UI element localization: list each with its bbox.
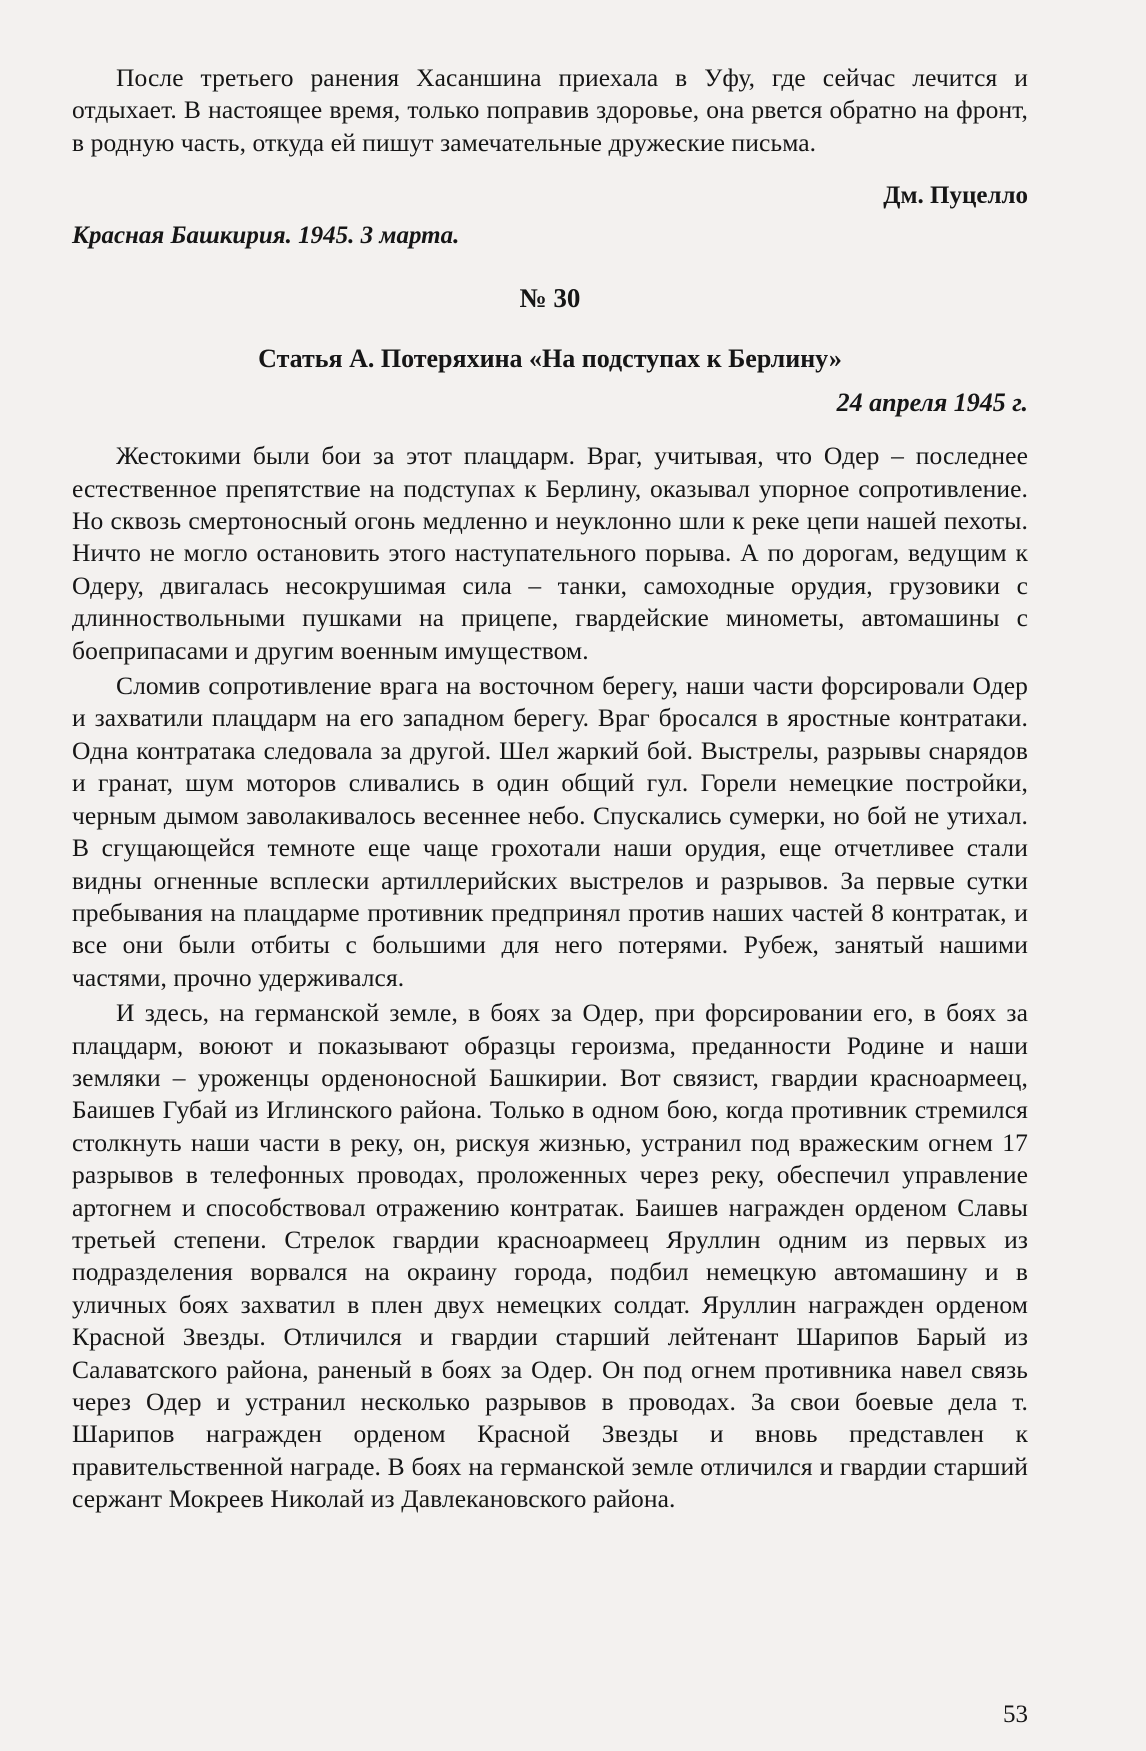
intro-paragraph: После третьего ранения Хасаншина приехала в Уфу, где сейчас лечится и отдыхает. В настоящее время, только поправив здоровье, она рвется обратно на фронт, в родную часть, откуда ей пишут замечательные дружеские письма. bbox=[72, 63, 1028, 157]
body-paragraph-3: И здесь, на германской земле, в боях за Одер, при форсировании его, в боях за плацдарм, воюют и показывают образцы героизма, преданности Родине и наши земляки – уроженцы орденоносной Башкирии. Вот связист, гвардии красноармеец, Баишев Губай из Иглинского района. Только в одном бою, когда противник стремился столкнуть наши части в реку, он, рискуя жизнью, устранил под вражеским огнем 17 разрывов в телефонных проводах, проложенных через реку, обеспечил управление артогнем и способствовал отражению контратак. Баишев награжден орденом Славы третьей степени. Стрелок гвардии красноармеец Яруллин одним из первых из подразделения ворвался на окраину города, подбил немецкую автомашину и в уличных боях захватил в плен двух немецких солдат. Яруллин награжден орденом Красной Звезды. Отличился и гвардии старший лейтенант Шарипов Барый из Салаватского района, раненый в боях за Одер. Он под огнем противника навел связь через Одер и устранил несколько разрывов в проводах. За свои боевые дела т. Шарипов награжден орденом Красной Звезды и вновь представлен к правительственной награде. В боях на германской земле отличился и гвардии старший сержант Мокреев Николай из Давлекановского района. bbox=[72, 998, 1028, 1514]
document-date: 24 апреля 1945 г. bbox=[836, 388, 1028, 418]
page-content bbox=[72, 62, 1028, 1516]
intro-author: Дм. Пуцелло bbox=[883, 182, 1028, 210]
intro-source: Красная Башкирия. 1945. 3 марта. bbox=[72, 222, 460, 250]
page-number: 53 bbox=[1003, 1701, 1028, 1728]
body-paragraph-1: Жестокими были бои за этот плацдарм. Враг, учитывая, что Одер – последнее естественное препятствие на подступах к Берлину, оказывал упорное сопротивление. Но сквозь смертоносный огонь медленно и неуклонно шли к реке цепи нашей пехоты. Ничто не могло остановить этого наступательного порыва. А по дорогам, ведущим к Одеру, двигалась несокрушимая сила – танки, самоходные орудия, грузовики с длинноствольными пушками на прицепе, гвардейские минометы, автомашины с боеприпасами и другим военным имуществом. bbox=[72, 441, 1028, 665]
body-paragraph-2: Сломив сопротивление врага на восточном берегу, наши части форсировали Одер и захватили плацдарм на его западном берегу. Враг бросался в яростные контратаки. Одна контратака следовала за другой. Шел жаркий бой. Выстрелы, разрывы снарядов и гранат, шум моторов сливались в один общий гул. Горели немецкие постройки, черным дымом заволакивалось весеннее небо. Спускались сумерки, но бой не утихал. В сгущающейся темноте еще чаще грохотали наши орудия, еще отчетливее стали видны огненные всплески артиллерийских выстрелов и разрывов. За первые сутки пребывания на плацдарме противник предпринял против наших частей 8 контратак, и все они были отбиты с большими для него потерями. Рубеж, занятый нашими частями, прочно удерживался. bbox=[72, 671, 1028, 992]
document-title: Статья А. Потеряхина «На подступах к Берлину» bbox=[258, 344, 842, 374]
document-number: № 30 bbox=[519, 283, 581, 314]
